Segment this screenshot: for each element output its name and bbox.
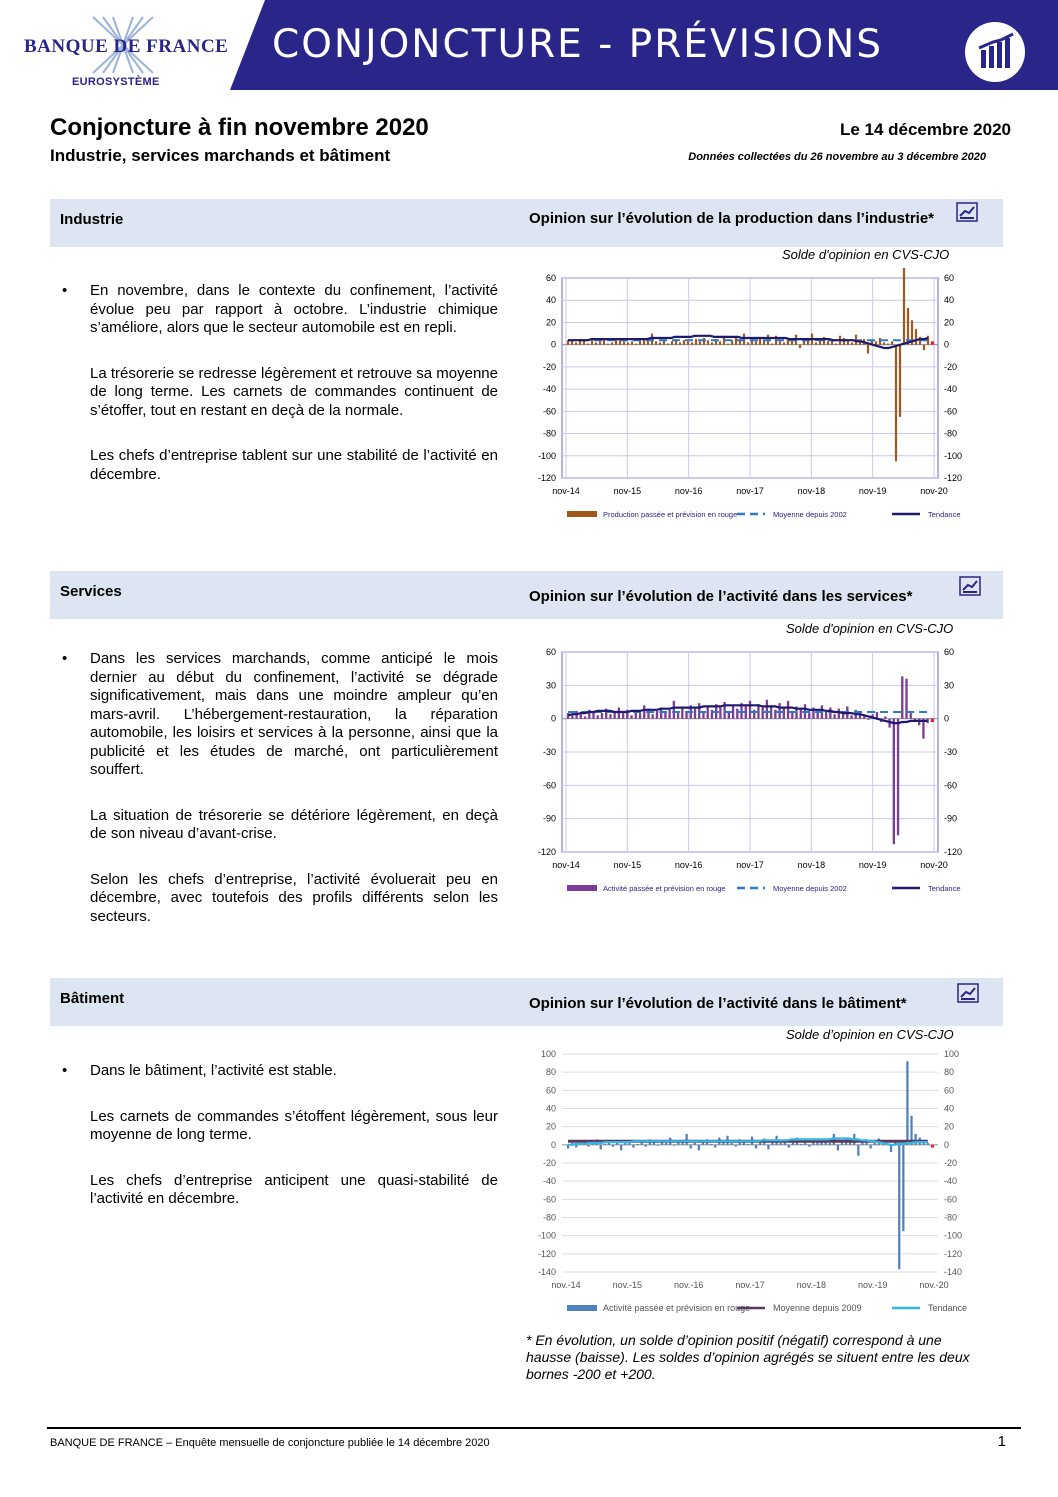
solde-label-services: Solde d'opinion en CVS-CJO — [786, 621, 954, 636]
bar — [901, 676, 903, 718]
bar — [652, 714, 654, 718]
bar — [799, 345, 801, 348]
bar — [787, 701, 789, 719]
bar — [827, 341, 829, 344]
y-tick-label-left: -30 — [542, 747, 556, 757]
bar — [627, 342, 629, 344]
bar — [887, 344, 889, 345]
bar — [771, 344, 773, 345]
bar — [636, 1144, 638, 1145]
y-tick-label-right: -120 — [944, 473, 963, 483]
legend-label: Activité passée et prévision en rouge — [603, 1303, 751, 1313]
bar — [611, 342, 613, 344]
legend-label: Tendance — [928, 1303, 968, 1313]
bar — [607, 344, 609, 345]
y-tick-label-left: 40 — [545, 1103, 556, 1114]
x-tick-label: nov-16 — [674, 486, 703, 496]
y-tick-label-left: 80 — [545, 1067, 556, 1078]
y-tick-label-left: 20 — [545, 1121, 556, 1132]
bar — [698, 1145, 700, 1150]
y-tick-label-left: -100 — [537, 450, 556, 461]
section-label-industrie: Industrie — [60, 211, 124, 228]
bar — [879, 338, 881, 345]
forecast-bar — [931, 341, 934, 344]
y-tick-label-left: -120 — [537, 473, 556, 483]
legend-swatch — [567, 885, 597, 891]
bar — [863, 716, 865, 718]
bar — [766, 700, 768, 719]
bar — [595, 342, 597, 344]
bar — [630, 715, 632, 718]
y-tick-label-right: -120 — [944, 1248, 963, 1259]
chart-title-batiment: Opinion sur l’évolution de l’activité dans le bâtiment* — [529, 995, 907, 1012]
bar — [580, 714, 582, 718]
section-label-batiment: Bâtiment — [60, 990, 125, 1007]
bar — [683, 340, 685, 344]
page-title: Conjoncture à fin novembre 2020 — [50, 114, 429, 141]
bar — [884, 716, 886, 718]
y-tick-label-right: 0 — [944, 713, 950, 724]
bar — [673, 1145, 675, 1146]
bar — [903, 268, 905, 345]
bar — [800, 1144, 802, 1145]
bar — [699, 341, 701, 344]
bar — [755, 1145, 757, 1149]
chart-industrie — [520, 268, 980, 534]
chart-mini-icon[interactable] — [956, 202, 978, 222]
paragraph: • En novembre, dans le contexte du confinement, l’activité évolue peu par rapport à octobre. L’industrie chimique s’améliore, alors que le secteur automobile est en repli. — [90, 282, 498, 338]
forecast-bar — [931, 719, 934, 722]
bar — [875, 341, 877, 344]
y-tick-label-right: 0 — [944, 339, 950, 350]
chart-title-services: Opinion sur l’évolution de l’activité dans les services* — [529, 588, 913, 605]
x-tick-label: nov-15 — [613, 486, 642, 496]
x-tick-label: nov-20 — [920, 860, 948, 870]
bar — [612, 1145, 614, 1147]
y-tick-label-right: 20 — [944, 317, 955, 328]
bar — [874, 1143, 876, 1145]
footnote: * En évolution, un solde d’opinion positif (négatif) correspond à une hausse (baisse). Les soldes d’opinion agrégés se situent entre les deux bornes -200 et +200. — [526, 1332, 970, 1382]
paragraph: La situation de trésorerie se détériore légèrement, en deçà de son niveau d’avant-crise. — [90, 806, 498, 842]
bar — [714, 1145, 716, 1148]
y-tick-label-right: -80 — [944, 428, 958, 439]
y-tick-label-left: -80 — [542, 1212, 556, 1223]
chart-batiment — [520, 1044, 980, 1326]
bar — [915, 329, 917, 345]
y-tick-label-left: -60 — [542, 780, 556, 791]
bar — [906, 1061, 908, 1145]
bar — [838, 709, 840, 719]
bar — [668, 710, 670, 719]
bar — [694, 1143, 696, 1145]
bar — [890, 1145, 892, 1152]
logo-text: BANQUE DE FRANCE — [24, 36, 229, 57]
x-tick-label: nov.-15 — [612, 1280, 643, 1290]
bar — [647, 341, 649, 344]
bar — [767, 1145, 769, 1150]
bar — [694, 709, 696, 719]
bar — [808, 1145, 810, 1147]
solde-label-batiment: Solde d’opinion en CVS-CJO — [786, 1027, 954, 1042]
x-tick-label: nov.-16 — [673, 1280, 704, 1290]
bar — [584, 716, 586, 718]
bar — [645, 1145, 647, 1147]
bar — [897, 719, 899, 836]
y-tick-label-left: -20 — [542, 361, 556, 372]
y-tick-label-left: 100 — [540, 1049, 556, 1059]
bar — [837, 1145, 839, 1150]
bar — [587, 1145, 589, 1147]
y-tick-label-right: -20 — [944, 1158, 958, 1168]
paragraph: Les carnets de commandes s’étoffent légèrement, sous leur moyenne de long terme. — [90, 1107, 498, 1143]
y-tick-label-right: -40 — [944, 384, 958, 395]
legend-label: Moyenne depuis 2002 — [773, 510, 847, 519]
bar — [736, 709, 738, 719]
x-tick-label: nov.-19 — [857, 1280, 888, 1290]
bar — [707, 706, 709, 718]
publication-date: Le 14 décembre 2020 — [839, 120, 1011, 139]
bar — [747, 342, 749, 344]
x-tick-label: nov-18 — [797, 486, 826, 496]
bar — [727, 344, 729, 345]
footer-divider — [47, 1427, 1021, 1429]
bar — [624, 1143, 626, 1145]
x-tick-label: nov-16 — [674, 860, 703, 870]
bar — [843, 338, 845, 345]
y-tick-label-left: 60 — [545, 273, 556, 283]
bar — [601, 713, 603, 719]
bar — [719, 341, 721, 344]
bar — [583, 341, 585, 344]
bar — [659, 342, 661, 344]
bar — [679, 342, 681, 344]
bar — [711, 342, 713, 344]
y-tick-label-right: 0 — [944, 1139, 950, 1150]
y-tick-label-left: 0 — [550, 339, 556, 350]
bar — [800, 709, 802, 719]
bar — [815, 342, 817, 344]
y-tick-label-right: 30 — [944, 680, 955, 691]
bar — [587, 344, 589, 345]
paragraph: • Dans le bâtiment, l’activité est stable. — [90, 1062, 498, 1081]
y-tick-label-left: 30 — [545, 680, 556, 691]
bar — [677, 713, 679, 719]
legend-swatch — [567, 511, 597, 517]
y-tick-label-left: 0 — [550, 1139, 556, 1150]
bar — [755, 341, 757, 344]
x-tick-label: nov.-14 — [551, 1280, 581, 1290]
x-tick-label: nov-14 — [552, 486, 580, 496]
legend-label: Moyenne depuis 2002 — [773, 884, 847, 893]
bar — [639, 713, 641, 719]
y-tick-label-left: -100 — [537, 1230, 556, 1241]
bar — [575, 342, 577, 344]
bar — [898, 1145, 900, 1269]
bar — [635, 344, 637, 345]
bar — [671, 341, 673, 344]
bar — [869, 1145, 871, 1149]
y-tick-label-right: -80 — [944, 1212, 958, 1223]
bar — [923, 345, 925, 351]
bar — [600, 1145, 602, 1150]
bar — [690, 1145, 692, 1149]
text-batiment — [62, 1062, 498, 1236]
chart-mini-icon[interactable] — [959, 576, 981, 596]
x-tick-label: nov-17 — [736, 860, 764, 870]
legend-label: Tendance — [928, 510, 961, 519]
paragraph: Les chefs d’entreprise tablent sur une stabilité de l’activité en décembre. — [90, 447, 498, 483]
bar — [655, 341, 657, 344]
y-tick-label-right: 40 — [944, 1103, 955, 1114]
text-services — [62, 650, 498, 953]
x-tick-label: nov-18 — [797, 860, 826, 870]
bar — [657, 1145, 659, 1146]
x-tick-label: nov-19 — [858, 860, 887, 870]
bar — [910, 713, 912, 719]
y-tick-label-right: 60 — [944, 1085, 955, 1096]
y-tick-label-right: -100 — [944, 1230, 963, 1241]
x-tick-label: nov-20 — [920, 486, 948, 496]
x-tick-label: nov.-20 — [919, 1280, 949, 1290]
bar — [779, 341, 781, 344]
y-tick-label-right: -20 — [944, 361, 958, 372]
header-title: CONJONCTURE - PRÉVISIONS — [272, 22, 884, 67]
y-tick-label-right: 40 — [944, 295, 955, 306]
chart-logo-icon — [965, 22, 1025, 82]
legend-label: Tendance — [928, 884, 961, 893]
y-tick-label-right: -60 — [944, 1194, 958, 1205]
bar — [783, 342, 785, 344]
chart-title-industrie: Opinion sur l’évolution de la production dans l’industrie* — [529, 210, 935, 227]
bar — [651, 334, 653, 345]
bar — [829, 708, 831, 719]
forecast-bar — [931, 1145, 934, 1148]
bar — [707, 340, 709, 344]
bar — [732, 705, 734, 718]
chart-services — [520, 642, 980, 908]
bar — [632, 1145, 634, 1148]
bar — [899, 345, 901, 417]
y-tick-label-left: -90 — [542, 813, 556, 824]
x-tick-label: nov-19 — [858, 486, 887, 496]
bar — [927, 1143, 929, 1145]
collection-dates: Données collectées du 26 novembre au 3 décembre 2020 — [688, 151, 986, 163]
logo-subtext: EUROSYSTÈME — [72, 76, 160, 88]
bar — [747, 1144, 749, 1145]
bar — [808, 713, 810, 719]
bar — [891, 341, 893, 344]
bar — [825, 712, 827, 719]
bar — [857, 1145, 859, 1156]
bar — [667, 344, 669, 345]
bar — [847, 341, 849, 344]
y-tick-label-right: 80 — [944, 1067, 955, 1078]
bar — [735, 338, 737, 345]
y-tick-label-right: -60 — [944, 406, 958, 417]
section-label-services: Services — [60, 583, 122, 600]
y-tick-label-right: -30 — [944, 747, 958, 757]
bar — [591, 340, 593, 344]
bar — [622, 713, 624, 719]
x-tick-label: nov.-18 — [796, 1280, 827, 1290]
trend-line — [568, 336, 928, 348]
bar — [710, 1144, 712, 1145]
y-tick-label-right: -90 — [944, 813, 958, 824]
legend-label: Moyenne depuis 2009 — [773, 1303, 862, 1313]
bar — [762, 708, 764, 719]
bar — [907, 308, 909, 345]
bar — [833, 714, 835, 718]
bar — [673, 701, 675, 719]
y-tick-label-left: -40 — [542, 1176, 556, 1187]
bar — [895, 345, 897, 462]
bar — [687, 341, 689, 344]
bar — [749, 701, 751, 719]
bar — [783, 708, 785, 719]
paragraph: La trésorerie se redresse légèrement et retrouve sa moyenne de long terme. Les carnets de commandes continuent de s’étoffer, tout en restant en deçà de la normale. — [90, 364, 498, 419]
bar — [631, 341, 633, 344]
bar — [620, 1145, 622, 1150]
page-subtitle: Industrie, services marchands et bâtiment — [50, 146, 391, 165]
bar — [883, 342, 885, 344]
bar — [788, 1145, 790, 1148]
y-tick-label-right: -120 — [944, 847, 963, 857]
paragraph: Les chefs d’entreprise anticipent une quasi-stabilité de l’activité en décembre. — [90, 1171, 498, 1207]
bar — [609, 714, 611, 718]
bar — [835, 344, 837, 345]
y-tick-label-left: -140 — [537, 1267, 556, 1277]
bar — [698, 703, 700, 719]
y-tick-label-left: 40 — [545, 295, 556, 306]
bar — [778, 703, 780, 719]
bar — [599, 341, 601, 344]
bar — [597, 715, 599, 718]
bar — [703, 338, 705, 345]
y-tick-label-right: 20 — [944, 1121, 955, 1132]
bar — [575, 1145, 577, 1148]
y-tick-label-right: -100 — [944, 450, 963, 461]
bar — [730, 1143, 732, 1145]
bar — [851, 342, 853, 344]
bar — [780, 1143, 782, 1145]
bar — [685, 1134, 687, 1145]
bar — [681, 708, 683, 719]
bar — [829, 1143, 831, 1145]
y-tick-label-left: 0 — [550, 713, 556, 724]
y-tick-label-left: -40 — [542, 384, 556, 395]
bar — [893, 719, 895, 845]
bar — [743, 334, 745, 345]
y-tick-label-right: 60 — [944, 647, 955, 657]
x-tick-label: nov-15 — [613, 860, 642, 870]
legend-label: Production passée et prévision en rouge — [603, 510, 738, 519]
y-tick-label-left: -120 — [537, 1248, 556, 1259]
y-tick-label-right: 60 — [944, 273, 955, 283]
y-tick-label-right: -60 — [944, 780, 958, 791]
bar — [867, 719, 869, 720]
bar — [618, 708, 620, 719]
y-tick-label-left: 60 — [545, 1085, 556, 1096]
y-tick-label-left: -20 — [542, 1158, 556, 1168]
page-number: 1 — [997, 1433, 1006, 1450]
header-band — [0, 0, 1058, 90]
y-tick-label-right: -140 — [944, 1267, 963, 1277]
paragraph: Selon les chefs d’entreprise, l’activité évoluerait peu en décembre, avec toutefois des profils différents selon les secteurs. — [90, 870, 498, 925]
chart-mini-icon[interactable] — [957, 983, 979, 1003]
bar — [571, 715, 573, 718]
bar — [691, 342, 693, 344]
y-tick-label-right: 100 — [944, 1049, 960, 1059]
bar — [850, 715, 852, 718]
bar — [571, 341, 573, 344]
bar — [867, 345, 869, 354]
y-tick-label-left: -60 — [542, 1194, 556, 1205]
bar — [735, 1145, 737, 1147]
bar — [902, 1145, 904, 1231]
bar — [719, 708, 721, 719]
y-tick-label-left: 20 — [545, 317, 556, 328]
legend-swatch — [567, 1305, 597, 1311]
y-tick-label-left: -80 — [542, 428, 556, 439]
x-tick-label: nov-14 — [552, 860, 580, 870]
bar — [604, 1144, 606, 1145]
y-tick-label-left: -120 — [537, 847, 556, 857]
bar — [623, 341, 625, 344]
bar — [665, 1143, 667, 1145]
paragraph: • Dans les services marchands, comme anticipé le mois dernier au début du confinement, l’activité se dégrade significativement, mais dans une moindre ampleur qu’en mars-avril. L’hébergement-restauration, la réparation automobile, les loisirs et services à la personne, ainsi que la publicité et les études de marché, ont particulièrement souffert. — [90, 650, 498, 780]
x-tick-label: nov.-17 — [735, 1280, 765, 1290]
x-tick-label: nov-17 — [736, 486, 764, 496]
footer-text: BANQUE DE FRANCE – Enquête mensuelle de conjoncture publiée le 14 décembre 2020 — [50, 1437, 490, 1449]
y-tick-label-left: -60 — [542, 406, 556, 417]
bar — [695, 339, 697, 345]
text-industrie — [62, 282, 498, 511]
bar — [643, 705, 645, 718]
legend-label: Activité passée et prévision en rouge — [603, 884, 726, 893]
solde-label-industrie: Solde d'opinion en CVS-CJO — [782, 247, 950, 262]
y-tick-label-left: 60 — [545, 647, 556, 657]
y-tick-label-right: -40 — [944, 1176, 958, 1187]
bar — [656, 711, 658, 719]
